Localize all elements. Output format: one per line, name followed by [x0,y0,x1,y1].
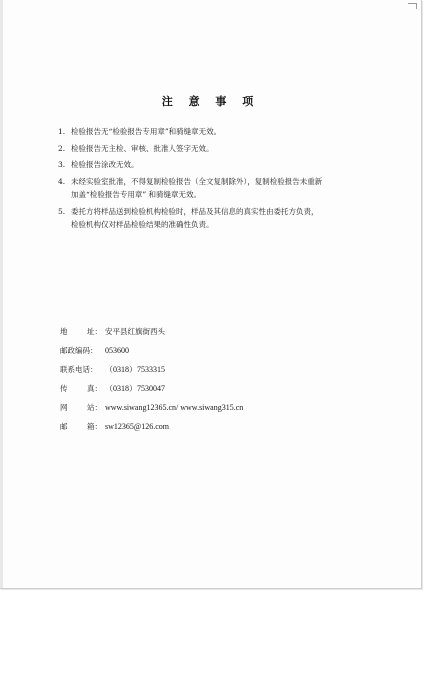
contact-website-row [60,404,360,423]
notice-item-number: 4. [58,176,66,186]
postcode-value: 053600 [105,346,129,355]
email-label: 邮 箱： [60,422,102,431]
notice-item-text: 委托方将样品送到检验机构检验时，样品及其信息的真实性由委托方负责， [71,206,319,216]
notice-item-text: 检验报告无“检验报告专用章”和骑缝章无效。 [71,127,222,136]
phone-value: （0318）7533315 [105,365,165,374]
contact-phone-row [60,366,360,385]
notice-item [58,161,398,169]
fax-value: （0318）7530047 [105,384,165,393]
phone-label: 联系电话： [60,365,98,374]
contact-email-row [60,423,360,442]
notice-item-text: 检验报告无主检、审核、批准人签字无效。 [71,143,214,153]
notice-item-number: 5. [58,206,66,216]
notice-item-number: 2. [58,143,66,153]
contact-fax-row [60,385,360,404]
address-value: 安平县红旗街西头 [105,327,165,336]
website-label: 网 站： [60,403,102,412]
fax-label: 传 真： [60,384,102,393]
notice-item [58,145,398,153]
contact-postcode-row [60,347,360,366]
notice-item-text: 未经实验室批准，不得复制检验报告（全文复制除外），复制检验报告未重新 [71,176,323,186]
notice-item-text: 检验报告涂改无效。 [71,160,139,169]
notice-item [58,178,398,199]
contact-address-row [60,328,360,347]
notice-item-text-continued: 检验机构仅对样品检验结果的准确性负责。 [71,220,214,229]
notice-item-number: 3. [58,160,66,169]
notice-item [58,128,398,136]
notice-item [58,208,398,229]
contact-info [60,328,360,442]
notice-item-text-continued: 加盖“检验报告专用章” 和骑缝章无效。 [71,190,202,199]
notice-list [58,128,398,238]
page-edge [0,0,3,588]
notice-item-number: 1. [58,127,66,136]
notice-title: 注 意 事 项 [161,95,260,108]
address-label: 地 址： [60,327,102,336]
postcode-label: 邮政编码： [60,346,98,355]
website-value[interactable]: www.siwang12365.cn/ www.siwang315.cn [105,403,244,412]
email-value[interactable]: sw12365@126.com [105,422,170,431]
scan-corner-mark [408,3,417,9]
